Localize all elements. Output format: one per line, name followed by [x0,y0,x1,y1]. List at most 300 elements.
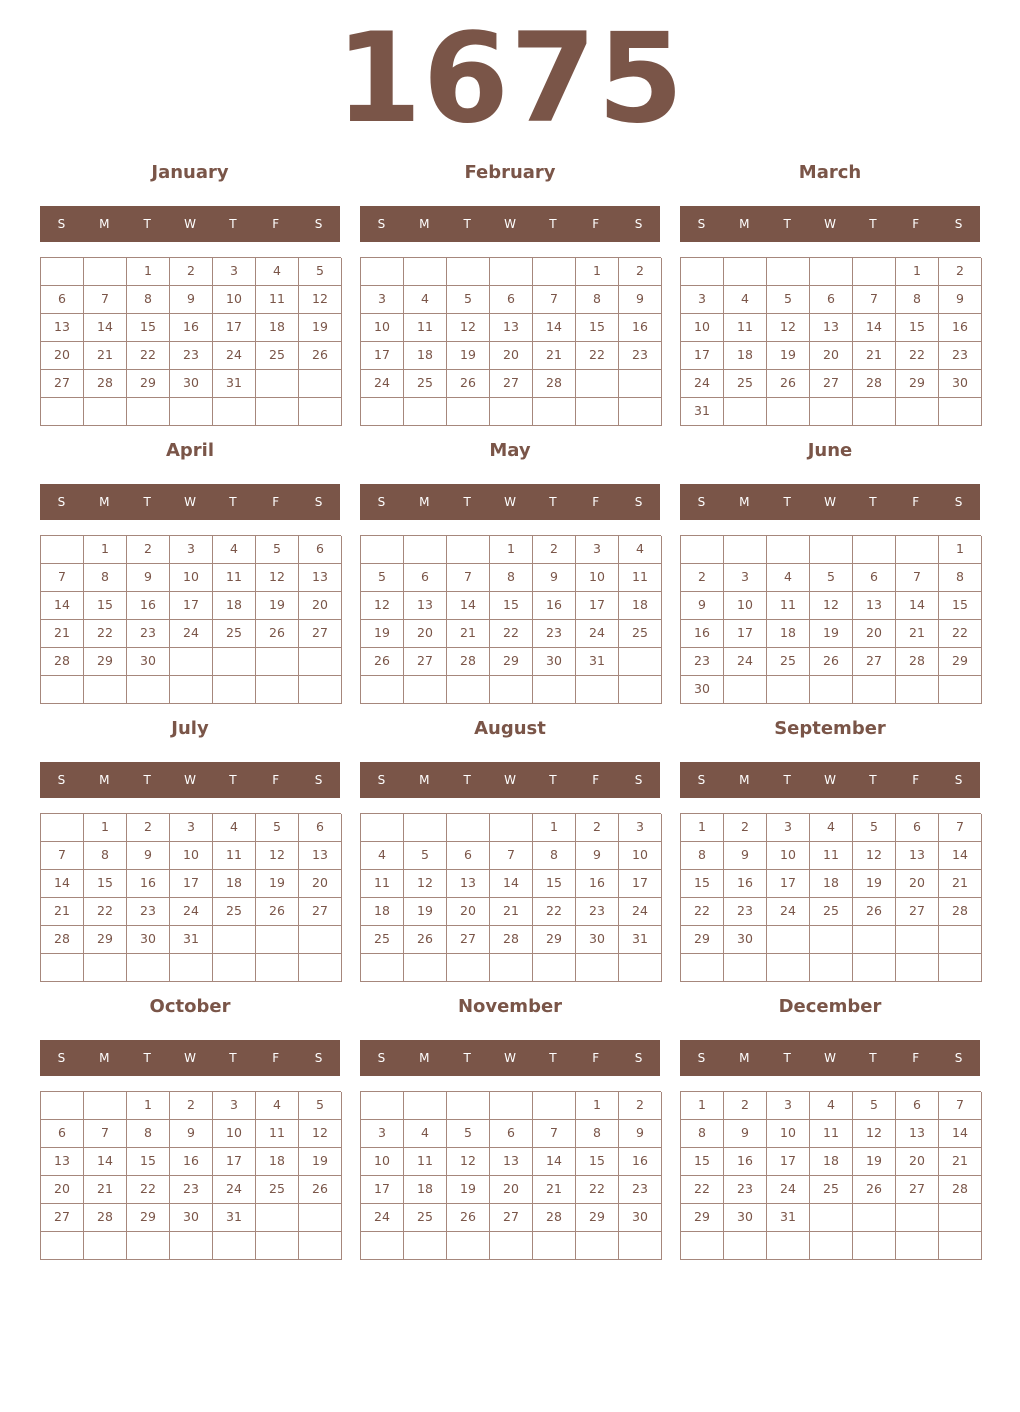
day-cell: 28 [533,1204,576,1232]
empty-cell [939,1204,982,1232]
empty-cell [361,1232,404,1260]
day-cell: 5 [447,286,490,314]
day-cell: 27 [896,1176,939,1204]
day-cell: 15 [127,314,170,342]
day-grid [40,257,341,426]
weekday-label: F [592,217,600,231]
empty-cell [447,676,490,704]
empty-cell [939,676,982,704]
day-cell: 4 [404,286,447,314]
empty-cell [361,1092,404,1120]
empty-cell [84,954,127,982]
day-cell: 26 [404,926,447,954]
day-cell: 11 [256,286,299,314]
day-cell: 5 [256,814,299,842]
day-cell: 8 [127,1120,170,1148]
empty-cell [767,258,810,286]
empty-cell [256,648,299,676]
day-cell: 10 [213,286,256,314]
weekday-label: F [272,773,280,787]
weekday-header [40,762,340,798]
day-cell: 4 [404,1120,447,1148]
day-cell: 8 [939,564,982,592]
empty-cell [41,954,84,982]
empty-cell [127,398,170,426]
empty-cell [853,398,896,426]
day-cell: 11 [810,842,853,870]
day-cell: 4 [213,814,256,842]
empty-cell [41,536,84,564]
empty-cell [84,1092,127,1120]
weekday-header [360,484,660,520]
month-title: February [464,162,556,183]
empty-cell [533,1232,576,1260]
empty-cell [256,676,299,704]
weekday-label: S [57,1051,66,1065]
day-cell: 27 [896,898,939,926]
day-cell: 4 [810,814,853,842]
day-cell: 20 [896,1148,939,1176]
empty-cell [810,398,853,426]
empty-cell [576,954,619,982]
weekday-label: M [419,495,430,509]
empty-cell [170,676,213,704]
day-cell: 12 [404,870,447,898]
day-cell: 7 [853,286,896,314]
empty-cell [576,370,619,398]
day-cell: 12 [299,1120,342,1148]
weekday-label: W [504,495,516,509]
empty-cell [681,954,724,982]
day-cell: 9 [724,1120,767,1148]
day-cell: 17 [361,342,404,370]
day-cell: 25 [404,1204,447,1232]
day-cell: 2 [681,564,724,592]
day-cell: 3 [767,814,810,842]
day-cell: 14 [853,314,896,342]
day-cell: 5 [256,536,299,564]
day-cell: 26 [361,648,404,676]
day-cell: 2 [724,1092,767,1120]
empty-cell [404,954,447,982]
weekday-label: S [314,1051,323,1065]
empty-cell [361,398,404,426]
empty-cell [724,536,767,564]
empty-cell [681,1232,724,1260]
day-cell: 27 [299,898,342,926]
empty-cell [299,954,342,982]
day-cell: 24 [767,898,810,926]
day-cell: 3 [361,1120,404,1148]
day-cell: 4 [361,842,404,870]
day-cell: 20 [853,620,896,648]
day-cell: 26 [853,898,896,926]
day-cell: 31 [213,1204,256,1232]
weekday-label: S [314,217,323,231]
empty-cell [84,1232,127,1260]
day-cell: 15 [576,1148,619,1176]
empty-cell [896,1204,939,1232]
empty-cell [256,1232,299,1260]
day-cell: 7 [447,564,490,592]
empty-cell [170,398,213,426]
empty-cell [724,258,767,286]
empty-cell [896,398,939,426]
day-cell: 11 [361,870,404,898]
empty-cell [939,1232,982,1260]
empty-cell [447,536,490,564]
day-cell: 13 [853,592,896,620]
weekday-label: T [463,217,471,231]
day-cell: 2 [939,258,982,286]
day-cell: 4 [810,1092,853,1120]
day-cell: 14 [939,1120,982,1148]
day-grid [360,813,661,982]
day-cell: 24 [724,648,767,676]
empty-cell [361,814,404,842]
day-cell: 2 [619,258,662,286]
weekday-label: F [592,495,600,509]
day-grid [40,535,341,704]
day-cell: 12 [447,314,490,342]
month-title: July [171,718,209,739]
day-cell: 6 [853,564,896,592]
day-cell: 23 [127,898,170,926]
day-cell: 15 [576,314,619,342]
day-cell: 20 [810,342,853,370]
empty-cell [896,1232,939,1260]
day-cell: 9 [533,564,576,592]
day-cell: 16 [170,314,213,342]
day-cell: 5 [361,564,404,592]
day-cell: 2 [724,814,767,842]
day-cell: 16 [127,592,170,620]
day-cell: 17 [767,870,810,898]
weekday-header [40,1040,340,1076]
day-cell: 25 [619,620,662,648]
empty-cell [490,814,533,842]
day-cell: 21 [939,870,982,898]
weekday-label: F [592,1051,600,1065]
day-cell: 10 [767,1120,810,1148]
day-cell: 17 [170,592,213,620]
day-cell: 19 [853,870,896,898]
day-cell: 13 [299,842,342,870]
weekday-label: T [143,495,151,509]
day-cell: 12 [810,592,853,620]
day-cell: 8 [533,842,576,870]
weekday-header [40,484,340,520]
year-title: 1675 [335,7,685,151]
weekday-label: F [272,495,280,509]
day-cell: 27 [447,926,490,954]
day-cell: 29 [939,648,982,676]
day-cell: 16 [533,592,576,620]
empty-cell [404,1232,447,1260]
day-cell: 10 [213,1120,256,1148]
day-cell: 9 [619,1120,662,1148]
month-title: January [151,162,229,183]
day-cell: 14 [896,592,939,620]
day-cell: 26 [256,620,299,648]
empty-cell [853,926,896,954]
empty-cell [213,1232,256,1260]
weekday-label: M [419,773,430,787]
day-cell: 22 [84,620,127,648]
month-title: November [457,996,563,1017]
day-cell: 27 [41,370,84,398]
day-cell: 25 [810,898,853,926]
day-cell: 12 [256,564,299,592]
day-cell: 13 [299,564,342,592]
weekday-label: S [314,773,323,787]
empty-cell [41,676,84,704]
weekday-label: T [549,495,557,509]
day-cell: 27 [299,620,342,648]
month-title: May [489,440,531,461]
day-cell: 21 [41,898,84,926]
day-cell: 23 [939,342,982,370]
day-cell: 29 [127,370,170,398]
day-cell: 8 [84,842,127,870]
day-cell: 20 [404,620,447,648]
day-cell: 19 [256,592,299,620]
month-title: March [798,162,862,183]
day-cell: 15 [533,870,576,898]
day-cell: 11 [724,314,767,342]
day-cell: 15 [681,1148,724,1176]
day-cell: 28 [853,370,896,398]
day-cell: 26 [767,370,810,398]
day-cell: 6 [299,536,342,564]
empty-cell [170,954,213,982]
day-grid [680,257,981,426]
day-cell: 13 [404,592,447,620]
empty-cell [619,370,662,398]
weekday-label: S [57,217,66,231]
empty-cell [810,1204,853,1232]
day-cell: 9 [724,842,767,870]
day-cell: 8 [490,564,533,592]
day-cell: 14 [447,592,490,620]
empty-cell [724,398,767,426]
day-cell: 3 [724,564,767,592]
day-cell: 5 [853,1092,896,1120]
empty-cell [404,1092,447,1120]
day-cell: 26 [447,1204,490,1232]
day-cell: 12 [299,286,342,314]
day-cell: 29 [84,648,127,676]
day-cell: 29 [533,926,576,954]
empty-cell [299,676,342,704]
empty-cell [724,676,767,704]
weekday-label: T [869,217,877,231]
empty-cell [41,1092,84,1120]
day-grid [360,535,661,704]
day-cell: 28 [939,898,982,926]
day-cell: 9 [127,564,170,592]
day-cell: 18 [810,870,853,898]
day-cell: 15 [939,592,982,620]
day-cell: 30 [619,1204,662,1232]
weekday-label: T [549,217,557,231]
day-cell: 2 [127,536,170,564]
weekday-label: M [739,217,750,231]
day-cell: 28 [41,648,84,676]
empty-cell [681,536,724,564]
day-cell: 27 [490,1204,533,1232]
day-cell: 24 [361,370,404,398]
empty-cell [853,1204,896,1232]
day-cell: 12 [447,1148,490,1176]
empty-cell [896,676,939,704]
weekday-label: S [377,217,386,231]
day-cell: 13 [490,314,533,342]
day-cell: 3 [619,814,662,842]
empty-cell [256,398,299,426]
empty-cell [213,926,256,954]
day-cell: 18 [404,1176,447,1204]
day-cell: 18 [810,1148,853,1176]
weekday-label: F [912,495,920,509]
empty-cell [619,1232,662,1260]
empty-cell [213,954,256,982]
day-cell: 1 [84,536,127,564]
day-cell: 14 [490,870,533,898]
day-cell: 30 [939,370,982,398]
day-cell: 31 [619,926,662,954]
day-cell: 22 [681,1176,724,1204]
weekday-label: F [912,217,920,231]
day-cell: 22 [127,1176,170,1204]
day-cell: 10 [170,564,213,592]
weekday-label: T [229,495,237,509]
day-cell: 10 [170,842,213,870]
day-cell: 4 [256,258,299,286]
day-cell: 2 [170,1092,213,1120]
day-cell: 21 [853,342,896,370]
month-title: September [774,718,886,739]
weekday-label: T [229,217,237,231]
weekday-label: S [954,773,963,787]
day-cell: 10 [576,564,619,592]
empty-cell [490,258,533,286]
day-cell: 30 [576,926,619,954]
empty-cell [853,536,896,564]
empty-cell [810,536,853,564]
day-cell: 22 [84,898,127,926]
day-cell: 27 [41,1204,84,1232]
day-cell: 20 [490,1176,533,1204]
empty-cell [576,676,619,704]
day-cell: 1 [681,814,724,842]
day-cell: 14 [84,314,127,342]
empty-cell [767,926,810,954]
day-cell: 13 [490,1148,533,1176]
day-cell: 13 [41,1148,84,1176]
empty-cell [447,398,490,426]
day-cell: 8 [896,286,939,314]
day-cell: 29 [896,370,939,398]
weekday-label: T [869,1051,877,1065]
weekday-label: W [824,1051,836,1065]
empty-cell [84,676,127,704]
day-cell: 16 [576,870,619,898]
day-cell: 19 [404,898,447,926]
empty-cell [127,676,170,704]
month-title: December [778,996,882,1017]
weekday-label: S [954,217,963,231]
day-cell: 1 [896,258,939,286]
day-cell: 8 [84,564,127,592]
weekday-label: S [697,773,706,787]
weekday-header [680,206,980,242]
empty-cell [576,1232,619,1260]
day-cell: 19 [361,620,404,648]
empty-cell [533,954,576,982]
day-cell: 13 [810,314,853,342]
empty-cell [896,926,939,954]
day-cell: 11 [767,592,810,620]
day-cell: 5 [299,1092,342,1120]
empty-cell [213,648,256,676]
day-cell: 25 [724,370,767,398]
day-cell: 1 [84,814,127,842]
day-cell: 1 [939,536,982,564]
day-cell: 23 [619,1176,662,1204]
weekday-label: W [824,217,836,231]
day-cell: 28 [41,926,84,954]
day-cell: 19 [447,1176,490,1204]
weekday-label: T [783,495,791,509]
weekday-label: W [824,773,836,787]
empty-cell [447,258,490,286]
day-cell: 21 [896,620,939,648]
day-cell: 2 [533,536,576,564]
day-cell: 14 [533,1148,576,1176]
day-cell: 16 [619,1148,662,1176]
day-cell: 18 [213,592,256,620]
day-cell: 17 [576,592,619,620]
day-cell: 25 [213,620,256,648]
day-cell: 26 [299,342,342,370]
empty-cell [767,536,810,564]
empty-cell [299,370,342,398]
weekday-label: M [419,1051,430,1065]
day-cell: 29 [490,648,533,676]
day-cell: 28 [490,926,533,954]
empty-cell [404,814,447,842]
day-cell: 30 [533,648,576,676]
day-cell: 9 [939,286,982,314]
weekday-label: W [184,217,196,231]
weekday-label: T [783,773,791,787]
day-cell: 19 [299,314,342,342]
weekday-label: F [912,1051,920,1065]
day-cell: 17 [681,342,724,370]
day-cell: 21 [84,1176,127,1204]
day-cell: 23 [681,648,724,676]
day-cell: 22 [490,620,533,648]
day-cell: 13 [41,314,84,342]
day-cell: 28 [939,1176,982,1204]
weekday-header [360,762,660,798]
day-cell: 17 [361,1176,404,1204]
day-cell: 9 [170,1120,213,1148]
day-cell: 24 [361,1204,404,1232]
day-cell: 22 [939,620,982,648]
day-cell: 1 [576,258,619,286]
